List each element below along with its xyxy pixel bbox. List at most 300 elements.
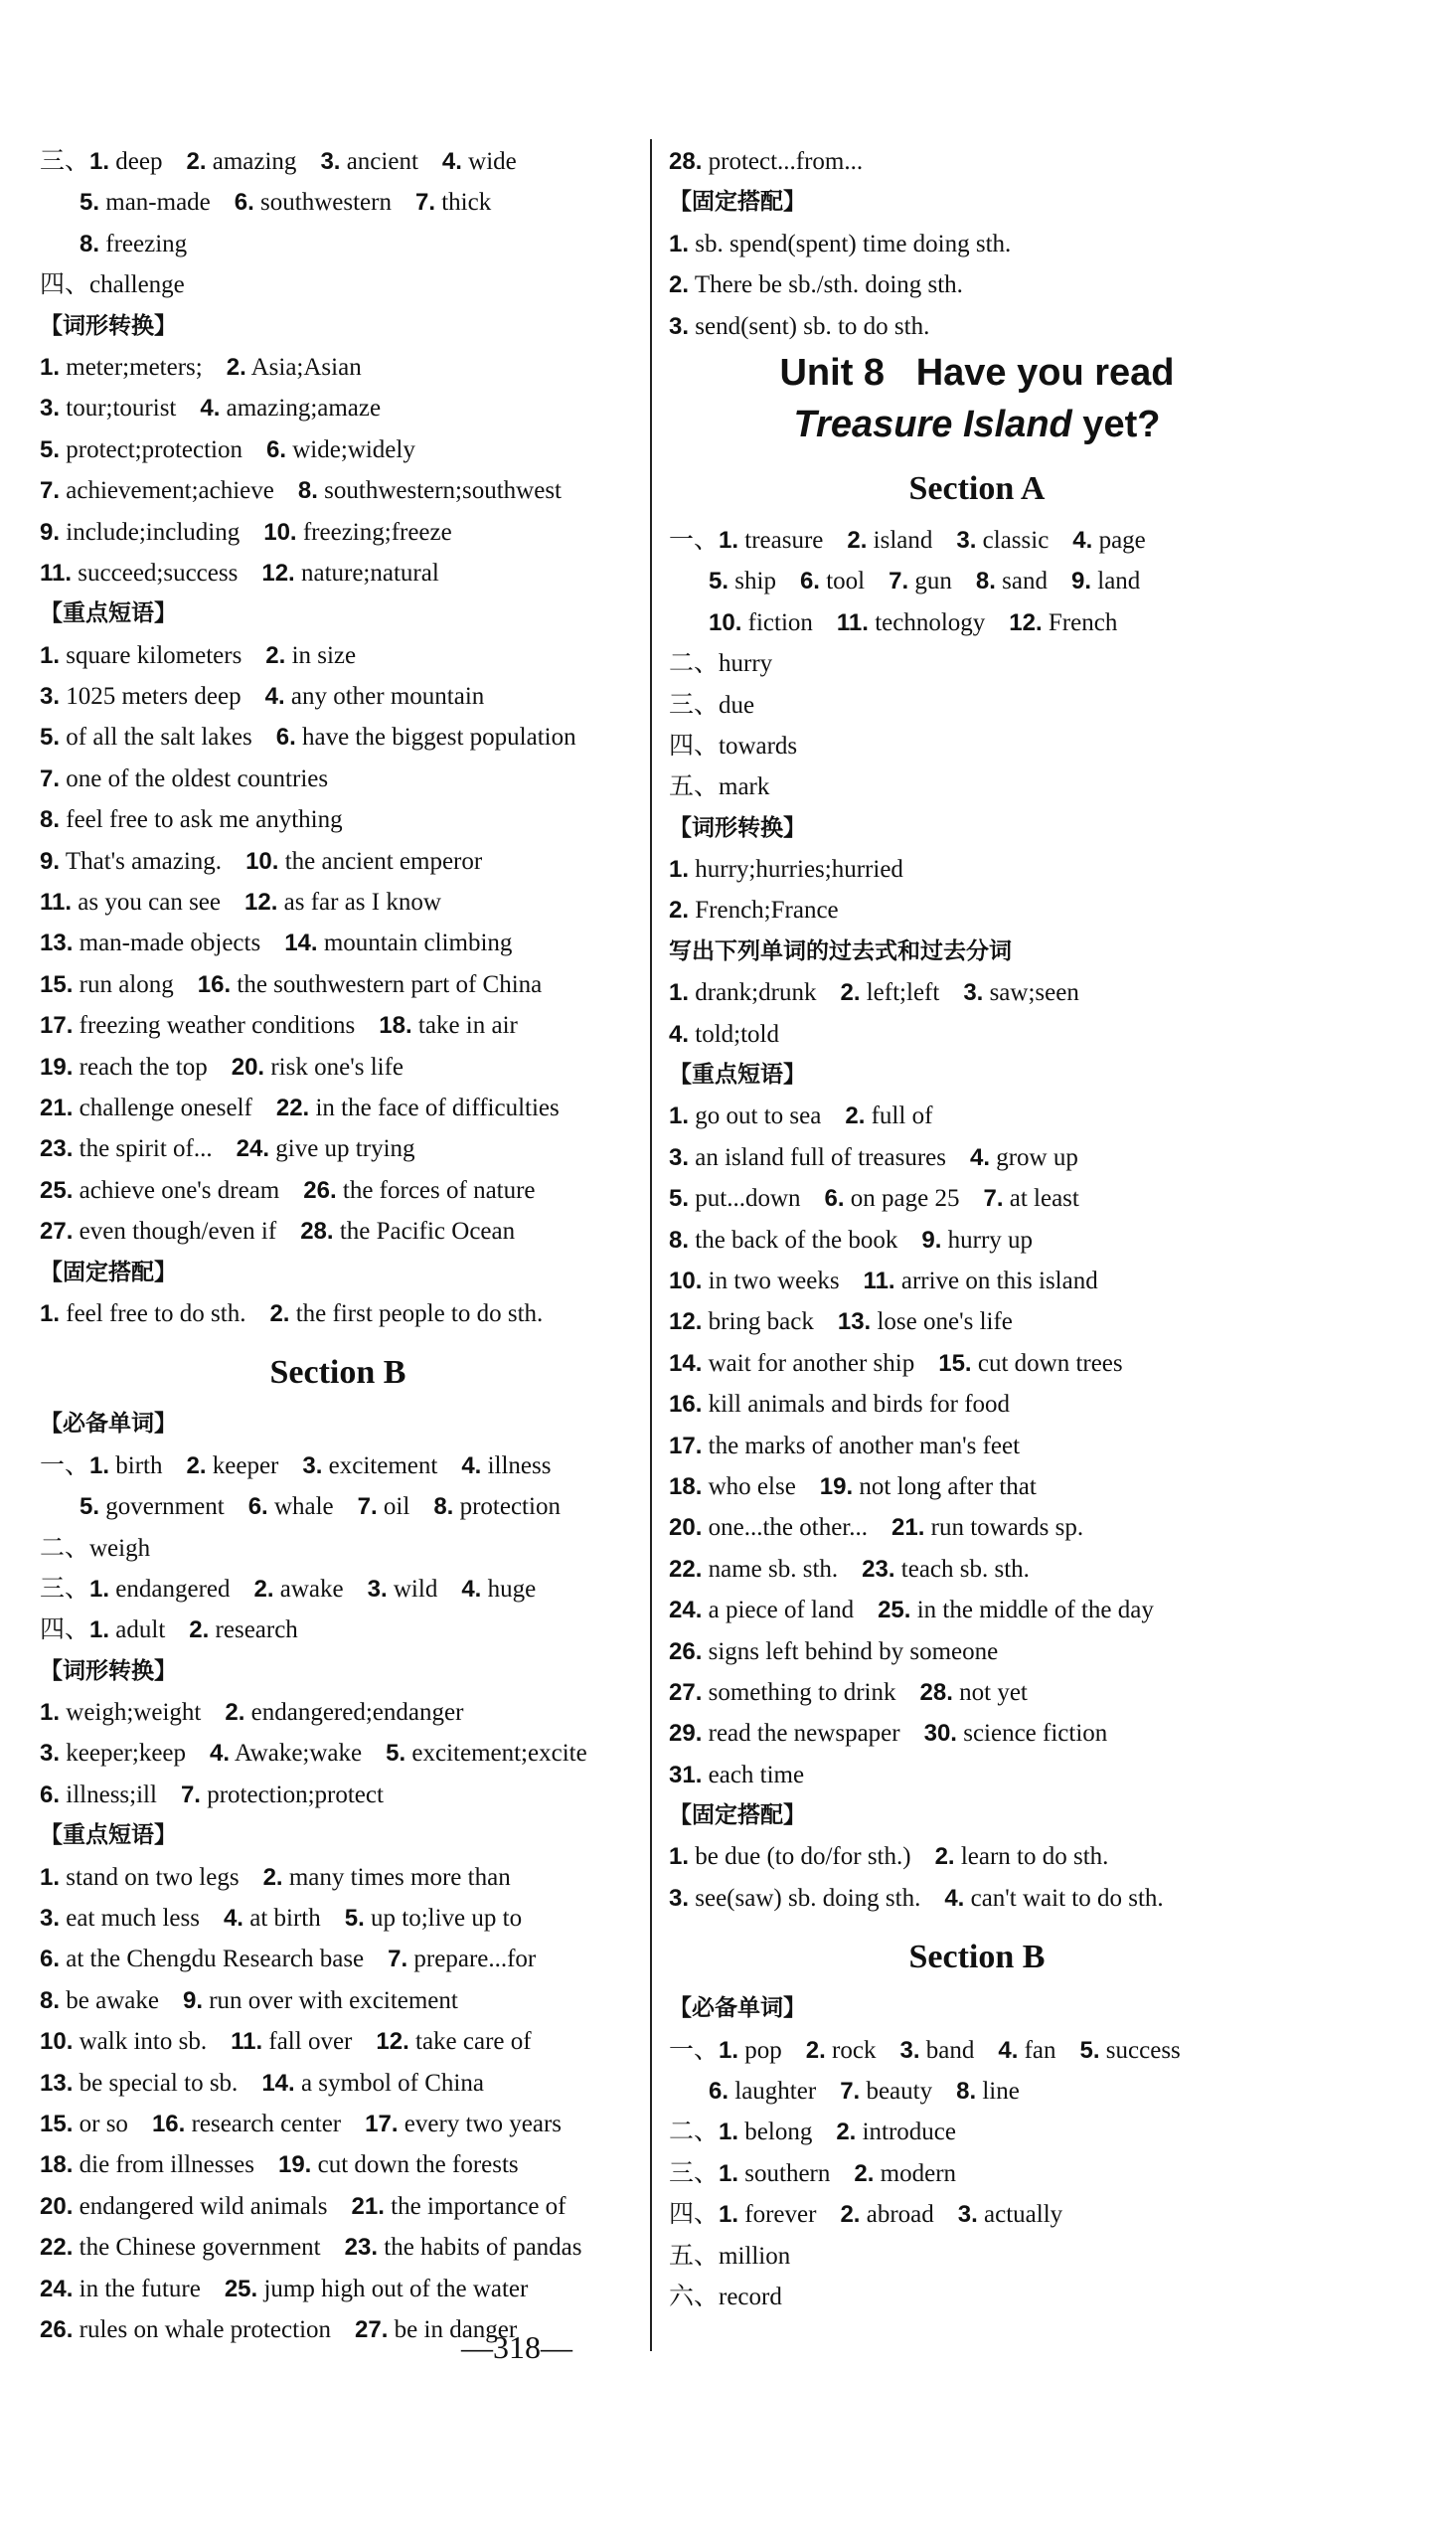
item-number: 4. <box>669 1020 690 1048</box>
item-number: 28. <box>300 1218 334 1246</box>
section-header: 【必备单词】 <box>669 1995 806 2022</box>
item-number: 18. <box>379 1012 412 1040</box>
answer-item <box>840 979 939 1006</box>
item-number: 11. <box>40 559 73 587</box>
answer-line <box>669 1220 1285 1261</box>
item-marker: 二、 <box>669 2119 720 2146</box>
answer-item <box>669 1227 897 1254</box>
answer-line <box>669 520 1285 561</box>
item-text: ship <box>734 568 776 595</box>
item-text: southwestern;southwest <box>324 477 563 505</box>
item-text: something to drink <box>708 1678 896 1706</box>
answer-line <box>40 2227 636 2268</box>
answer-line <box>669 264 1285 305</box>
answer-line <box>40 1939 636 1979</box>
answer-item <box>669 313 929 340</box>
answer-line <box>669 1549 1285 1590</box>
item-marker: 三、 <box>40 148 90 175</box>
answer-line <box>669 306 1285 347</box>
item-number: 15. <box>40 970 74 998</box>
unit-title-rest: yet? <box>1071 403 1161 445</box>
item-text: the marks of another man's feet <box>708 1432 1021 1459</box>
item-number: 8. <box>80 230 100 257</box>
item-number: 5. <box>344 1905 365 1933</box>
answer-item <box>669 897 839 924</box>
answer-line <box>669 849 1285 890</box>
item-number: 25. <box>224 2275 258 2302</box>
item-text: beauty <box>866 2078 933 2106</box>
answer-item <box>847 527 932 554</box>
item-number: 1. <box>719 2119 739 2146</box>
item-text: forever <box>744 2201 817 2229</box>
item-number: 21. <box>351 2192 385 2220</box>
item-number: 12. <box>376 2028 409 2056</box>
answer-line <box>669 890 1285 931</box>
item-number: 1. <box>89 1575 110 1603</box>
answer-item <box>40 1699 201 1726</box>
answer-item <box>265 642 356 669</box>
item-number: 1. <box>669 856 690 884</box>
answer-item <box>40 1864 240 1891</box>
section-title: Section A <box>908 469 1046 507</box>
answer-item <box>89 1452 162 1479</box>
answer-item <box>388 1946 536 1972</box>
item-number: 18. <box>40 2151 74 2179</box>
item-text: research <box>215 1616 298 1644</box>
answer-item <box>837 609 985 636</box>
answer-line <box>669 141 1285 182</box>
answer-item <box>263 1864 511 1891</box>
item-number: 2. <box>186 148 207 175</box>
answer-item <box>187 1452 279 1479</box>
item-number: 4. <box>223 1905 243 1933</box>
item-text: not long after that <box>859 1472 1037 1500</box>
item-text: succeed;success <box>78 559 239 587</box>
answer-line <box>40 759 636 799</box>
answer-item <box>944 1885 1163 1912</box>
item-text: on page 25 <box>850 1185 960 1213</box>
item-number: 3. <box>40 683 61 711</box>
answer-item <box>825 1185 960 1212</box>
answer-line: 二、hurry <box>669 650 773 678</box>
item-number: 22. <box>669 1555 703 1583</box>
answer-item <box>368 1576 438 1603</box>
item-text: run over with excitement <box>209 1986 458 2014</box>
answer-item <box>40 848 222 875</box>
answer-item <box>40 560 238 587</box>
item-text: protection;protect <box>207 1781 384 1808</box>
item-text: laughter <box>734 2078 817 2106</box>
answer-item <box>1080 2037 1181 2064</box>
item-text: die from illnesses <box>79 2151 254 2179</box>
item-number: 25. <box>40 1176 74 1204</box>
item-text: fan <box>1024 2036 1056 2064</box>
item-number: 1. <box>669 1102 690 1130</box>
item-text: technology <box>875 608 986 636</box>
item-number: 16. <box>197 970 232 998</box>
item-number: 1. <box>40 641 61 669</box>
left-column <box>40 141 636 2350</box>
item-text: be due (to do/for sth.) <box>695 1843 911 1871</box>
answer-line <box>669 602 1285 643</box>
item-number: 21. <box>891 1514 925 1542</box>
item-text: hurry;hurries;hurried <box>695 856 903 884</box>
item-marker: 三、 <box>669 2159 720 2187</box>
answer-item <box>983 1185 1078 1212</box>
item-number: 26. <box>669 1637 703 1665</box>
item-text: modern <box>880 2159 957 2187</box>
answer-line <box>669 1713 1285 1754</box>
item-number: 14. <box>669 1349 703 1377</box>
answer-item <box>40 1987 159 2014</box>
item-number: 8. <box>297 477 318 505</box>
item-number: 26. <box>40 2315 74 2343</box>
item-text: told;told <box>695 1020 779 1048</box>
item-text: reach the top <box>79 1053 208 1081</box>
answer-item <box>224 1905 321 1932</box>
item-text: keeper <box>212 1451 279 1479</box>
answer-line <box>40 1486 636 1527</box>
item-text: classic <box>982 526 1050 554</box>
item-text: go out to sea <box>695 1102 822 1130</box>
answer-line <box>40 1128 636 1169</box>
item-number: 13. <box>40 2069 74 2097</box>
item-number: 4. <box>1072 526 1093 554</box>
answer-line: 二、weigh <box>40 1534 151 1562</box>
answer-item <box>838 1308 1013 1335</box>
item-text: meter;meters; <box>66 353 203 381</box>
answer-item <box>352 2193 566 2220</box>
answer-item <box>232 1054 404 1081</box>
answer-item <box>669 1843 911 1870</box>
item-number: 14. <box>284 930 318 957</box>
item-text: prepare...for <box>413 1946 537 1973</box>
item-number: 9. <box>921 1226 942 1254</box>
item-text: gun <box>914 568 952 595</box>
answer-item <box>40 642 242 669</box>
item-text: in the future <box>79 2275 201 2302</box>
answer-item <box>836 2119 956 2145</box>
section-header: 【重点短语】 <box>40 1822 177 1849</box>
item-text: amazing <box>212 148 297 175</box>
item-number: 2. <box>669 897 690 925</box>
answer-item <box>89 148 162 175</box>
answer-item <box>40 765 328 792</box>
item-text: endangered;endanger <box>250 1699 464 1727</box>
answer-line <box>40 2063 636 2104</box>
answer-item <box>237 1135 415 1162</box>
item-number: 6. <box>824 1185 845 1213</box>
item-number: 6. <box>40 1781 61 1808</box>
answer-item <box>40 1135 213 1162</box>
item-text: government <box>105 1493 225 1521</box>
answer-item <box>854 2160 956 2187</box>
answer-item <box>415 189 491 216</box>
answer-item <box>461 1452 551 1479</box>
answer-item <box>181 1781 384 1808</box>
item-text: of all the salt lakes <box>66 724 252 752</box>
answer-item <box>40 436 243 463</box>
answer-item <box>669 1391 1010 1418</box>
item-number: 5. <box>80 1493 100 1521</box>
answer-line <box>40 429 636 470</box>
answer-item <box>442 148 517 175</box>
item-number: 2. <box>845 1102 866 1130</box>
item-text: wide;widely <box>292 435 415 463</box>
item-number: 4. <box>264 683 285 711</box>
answer-item <box>669 1473 796 1500</box>
item-text: the spirit of... <box>79 1135 213 1163</box>
item-number: 24. <box>40 2275 74 2302</box>
answer-line <box>40 1692 636 1733</box>
item-number: 2. <box>847 526 868 554</box>
section-header: 【固定搭配】 <box>669 189 806 216</box>
item-text: the back of the book <box>695 1226 898 1254</box>
answer-line: 四、challenge <box>40 271 185 299</box>
item-marker: 四、 <box>40 1616 90 1644</box>
unit-title-line2 <box>669 399 1285 450</box>
answer-item <box>80 1493 225 1520</box>
page-number: —318— <box>461 2329 572 2365</box>
answer-item <box>1072 527 1145 554</box>
item-text: one of the oldest countries <box>66 764 329 792</box>
answer-item <box>320 148 417 175</box>
item-number: 16. <box>669 1391 703 1419</box>
answer-item <box>840 2078 932 2105</box>
item-number: 3. <box>320 148 341 175</box>
answer-item <box>709 568 776 594</box>
item-text: the first people to do sth. <box>295 1299 544 1327</box>
item-text: cut down trees <box>977 1349 1123 1377</box>
item-text: Awake;wake <box>234 1740 363 1768</box>
item-number: 1. <box>669 1843 690 1871</box>
answer-item <box>669 1885 920 1912</box>
item-text: saw;seen <box>989 979 1079 1007</box>
item-number: 6. <box>799 568 820 595</box>
item-number: 19. <box>819 1472 854 1500</box>
item-text: send(sent) sb. to do sth. <box>695 312 930 340</box>
item-number: 1. <box>669 230 690 257</box>
item-number: 27. <box>40 1218 74 1246</box>
answer-item <box>40 889 221 916</box>
item-text: in size <box>291 641 357 669</box>
answer-item <box>924 1720 1108 1747</box>
answer-item <box>40 2276 201 2302</box>
item-text: the Pacific Ocean <box>339 1218 516 1246</box>
item-number: 7. <box>983 1185 1004 1213</box>
answer-item <box>261 560 438 587</box>
answer-item <box>244 889 441 916</box>
item-number: 11. <box>231 2028 263 2056</box>
item-number: 3. <box>669 1884 690 1912</box>
answer-item <box>820 1473 1037 1500</box>
item-text: at least <box>1009 1185 1079 1213</box>
item-number: 1. <box>40 353 61 381</box>
item-text: can't wait to do sth. <box>970 1884 1164 1912</box>
answer-item <box>40 2193 328 2220</box>
section-header: 【词形转换】 <box>40 312 177 339</box>
answer-item <box>225 1699 463 1726</box>
item-number: 7. <box>40 764 61 792</box>
item-text: have the biggest population <box>301 724 576 752</box>
item-text: achievement;achieve <box>66 477 274 505</box>
item-number: 6. <box>40 1946 61 1973</box>
item-number: 20. <box>669 1514 703 1542</box>
item-number: 27. <box>355 2315 389 2343</box>
item-number: 11. <box>836 608 869 636</box>
unit-title <box>669 347 1285 450</box>
item-text: success <box>1105 2036 1181 2064</box>
item-number: 3. <box>302 1451 323 1479</box>
answer-item <box>899 2037 974 2064</box>
answer-line <box>40 2104 636 2144</box>
answer-line <box>40 676 636 717</box>
item-marker: 三、 <box>40 1575 90 1603</box>
item-number: 4. <box>210 1740 231 1768</box>
answer-item <box>245 848 482 875</box>
item-text: French;France <box>695 897 839 925</box>
item-number: 5. <box>40 724 61 752</box>
section-header: 【重点短语】 <box>40 600 177 627</box>
answer-line <box>669 1466 1285 1507</box>
item-text: cut down the forests <box>317 2151 519 2179</box>
item-text: oil <box>383 1493 410 1521</box>
item-number: 3. <box>669 312 690 340</box>
item-text: whale <box>273 1493 334 1521</box>
answer-line <box>40 1005 636 1046</box>
item-text: not yet <box>959 1678 1028 1706</box>
answer-item <box>963 979 1079 1006</box>
item-number: 22. <box>275 1094 310 1121</box>
answer-item <box>379 1012 518 1039</box>
item-number: 21. <box>40 1094 74 1121</box>
item-text: nature;natural <box>300 559 439 587</box>
item-number: 6. <box>247 1493 268 1521</box>
item-number: 2. <box>854 2159 875 2187</box>
item-number: 2. <box>253 1575 274 1603</box>
answer-item <box>669 1144 946 1171</box>
answer-item <box>248 1493 334 1520</box>
answer-line <box>669 1755 1285 1795</box>
item-number: 9. <box>182 1986 203 2014</box>
item-text: eat much less <box>66 1905 200 1933</box>
item-text: stand on two legs <box>66 1863 240 1891</box>
item-text: name sb. sth. <box>708 1555 839 1583</box>
answer-item <box>200 395 381 422</box>
answer-line: 三、due <box>669 691 755 719</box>
item-text: risk one's life <box>270 1053 404 1081</box>
answer-item <box>80 231 187 257</box>
right-column <box>669 141 1285 2317</box>
item-text: pop <box>744 2036 782 2064</box>
answer-item <box>300 1218 515 1245</box>
item-number: 1. <box>89 1451 110 1479</box>
item-number: 12. <box>244 889 278 917</box>
answer-line: 五、mark <box>669 773 770 801</box>
item-number: 2. <box>840 979 861 1007</box>
answer-item <box>231 2028 352 2055</box>
item-text: illness;ill <box>66 1781 157 1808</box>
item-text: adult <box>115 1616 166 1644</box>
answer-line <box>40 2269 636 2309</box>
item-text: drank;drunk <box>695 979 817 1007</box>
item-number: 2. <box>189 1616 210 1644</box>
answer-line <box>40 1088 636 1128</box>
item-number: 3. <box>956 526 977 554</box>
item-number: 24. <box>236 1135 270 1163</box>
item-text: in the middle of the day <box>916 1597 1154 1624</box>
item-text: take care of <box>415 2028 532 2056</box>
item-number: 9. <box>1070 568 1091 595</box>
item-text: teach sb. sth. <box>900 1555 1030 1583</box>
answer-item <box>40 1946 364 1972</box>
answer-item <box>891 1514 1083 1541</box>
answer-item <box>709 609 813 636</box>
item-number: 7. <box>40 477 61 505</box>
answer-item <box>365 2111 562 2137</box>
item-number: 1. <box>89 1616 110 1644</box>
item-number: 7. <box>388 1946 408 1973</box>
item-text: in the face of difficulties <box>315 1094 560 1121</box>
answer-item <box>345 1905 522 1932</box>
answer-line <box>40 141 636 182</box>
answer-line <box>669 1261 1285 1301</box>
answer-item <box>302 1452 437 1479</box>
answer-line <box>669 1631 1285 1672</box>
item-text: full of <box>871 1102 933 1130</box>
item-text: square kilometers <box>66 641 243 669</box>
answer-item <box>669 1308 814 1335</box>
answer-item <box>40 1095 252 1121</box>
answer-item <box>225 2276 529 2302</box>
answer-item <box>40 1781 157 1808</box>
item-number: 29. <box>669 1720 703 1748</box>
answer-item <box>40 1740 186 1767</box>
answer-item <box>669 1679 896 1706</box>
answer-line <box>669 2153 1285 2194</box>
item-text: man-made objects <box>79 930 261 957</box>
item-number: 2. <box>840 2201 861 2229</box>
item-text: deep <box>115 148 163 175</box>
item-number: 5. <box>40 435 61 463</box>
item-number: 23. <box>40 1135 74 1163</box>
answer-line <box>40 717 636 758</box>
section-header: 【重点短语】 <box>669 1062 806 1089</box>
answer-line <box>40 553 636 594</box>
item-text: endangered wild animals <box>79 2192 328 2220</box>
answer-item <box>40 2234 321 2261</box>
answer-line <box>669 2194 1285 2235</box>
answer-item <box>40 477 274 504</box>
answer-item <box>920 1679 1028 1706</box>
answer-item <box>669 1433 1020 1459</box>
answer-item <box>956 527 1049 554</box>
item-number: 6. <box>234 189 254 217</box>
item-text: illness <box>487 1451 552 1479</box>
answer-item <box>40 1177 279 1204</box>
item-number: 30. <box>923 1720 957 1748</box>
answer-item <box>921 1227 1033 1254</box>
item-text: freezing weather conditions <box>79 1012 356 1040</box>
item-text: weigh;weight <box>66 1699 202 1727</box>
answer-item <box>956 2078 1020 2105</box>
item-number: 18. <box>669 1472 703 1500</box>
item-number: 8. <box>669 1226 690 1254</box>
item-text: one...the other... <box>708 1514 869 1542</box>
answer-line <box>40 882 636 923</box>
answer-item <box>889 568 952 594</box>
answer-item <box>970 1144 1078 1171</box>
